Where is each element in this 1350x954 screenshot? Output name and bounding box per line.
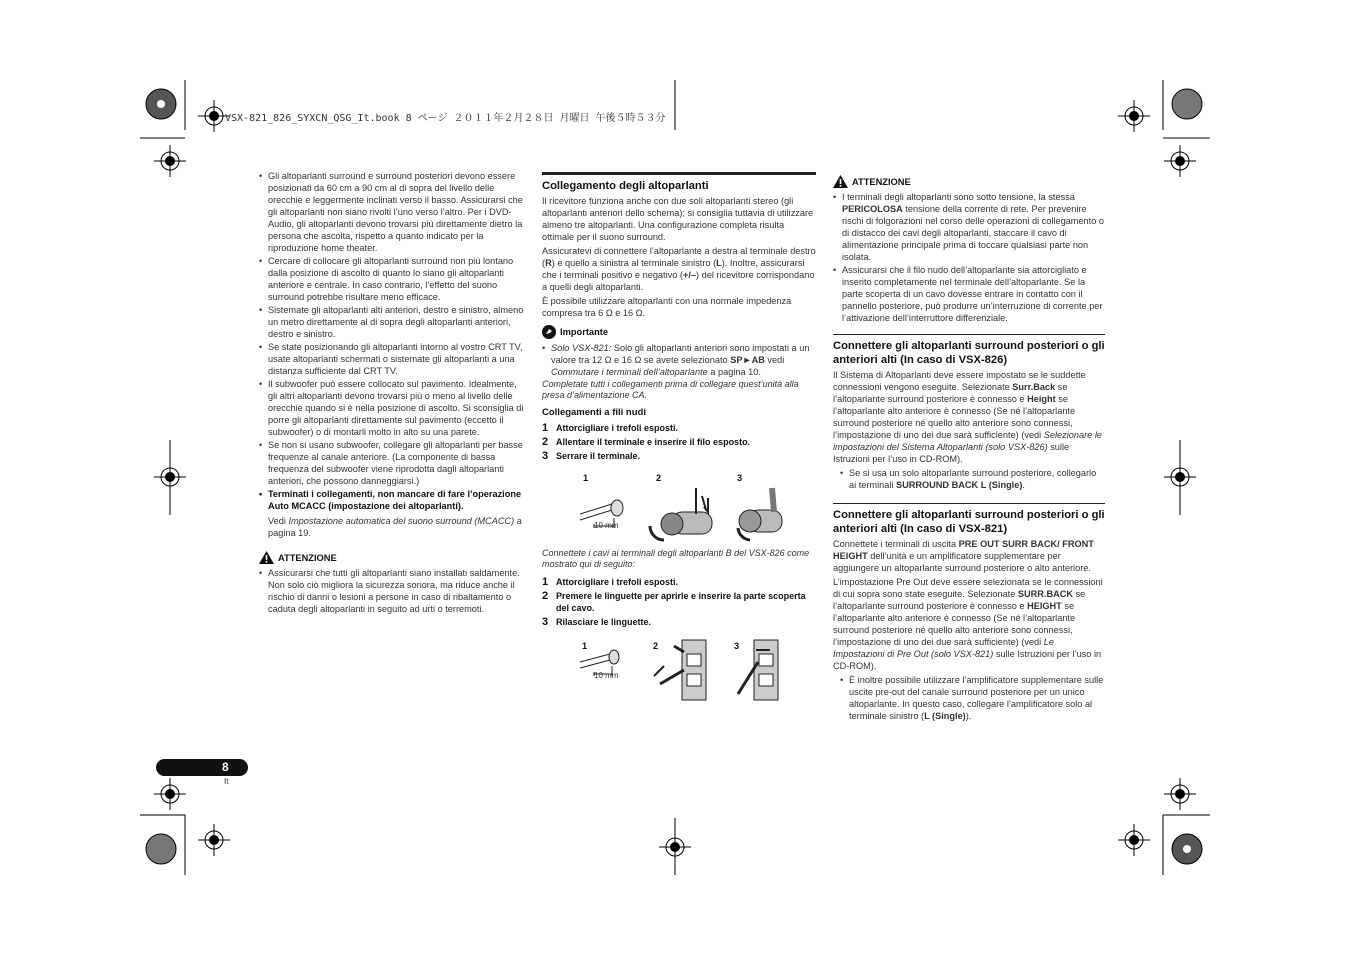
paragraph: È possibile utilizzare altoparlanti con una normale impedenza compresa tra 6 Ω e 16 Ω.: [542, 296, 792, 318]
page-number-badge: [156, 759, 248, 776]
spring-clip-illustration: [542, 632, 816, 704]
list-item: • Sistemate gli altoparlanti alti anteriori, destro e sinistro, almeno un metro direttamente al di sopra degli altoparlanti anteriori, destro e sinistro.: [259, 304, 524, 340]
binding-post-illustration: [542, 466, 816, 544]
list-item: • Gli altoparlanti surround e surround posteriori devono essere posizionati da 60 cm a 90 cm al di sopra del livello delle orecchie e leggermente inclinati verso il basso. Assicurarsi che gli altoparlanti non siano rivolti l’uno verso l’altro. Per i DVD-Audio, gli altoparlanti devono trovarsi più direttamente dietro la persona che ascolta, rispetto a quanto indicato per la riproduzione home theater.: [259, 170, 524, 254]
list-item: • Assicurarsi che il filo nudo dell’altoparlante sia attorcigliato e inserito completamente nel terminale dell’altoparlante. Se la parte scoperta di un cavo dovesse entrare in contatto con il pannello posteriore, può produrre un’interruzione di corrente per l’attivazione dell’interruttore differenziale.: [833, 264, 1105, 324]
paragraph: Il Sistema di Altoparlanti deve essere impostato se le suddette connessioni vengono eseguite. Selezionate Surr.Back se l’altoparlante surround posteriore è connesso e Height se l’altoparlante alto anteriore è connesso (Se né l’altoparlante surround posteriore né quello alto anteriore sono connessi, l’impostazione di uno dei due sarà sufficiente) (vedi Selezionare le impostazioni del Sistema Altoparlanti (solo VSX-826) sulle Istruzioni per l’uso in CD-ROM).: [833, 370, 1102, 464]
warning-heading: ATTENZIONE: [833, 175, 1105, 188]
list-item: • Se si usa un solo altoparlante surround posteriore, collegarlo ai terminali SURROUND BACK L (Single).: [840, 467, 1105, 491]
step: 2 Premere le linguette per aprirle e inserire la parte scoperta del cavo.: [542, 590, 806, 613]
list-item-bold: • Terminati i collegamenti, non mancare di fare l’operazione Auto MCACC (impostazione dei altoparlanti).: [259, 488, 524, 512]
warning-icon: [259, 551, 274, 564]
figure-spring-clip: 1 2 3 10 mm: [542, 632, 816, 704]
column-right: [833, 175, 1105, 723]
figure-caption: Connettete i cavi ai terminali degli altoparlanti B del VSX-826 come mostrato qui di seguito:: [542, 548, 810, 569]
paragraph: Il ricevitore funziona anche con due soli altoparlanti stereo (gli altoparlanti anteriori dello schema); si consiglia tuttavia di utilizzare almeno tre altoparlanti. Una configurazione completa risulta ottimale per il suono surround.: [542, 196, 814, 242]
section-title: Connettere gli altoparlanti surround posteriori o gli anteriori alti (In caso di VSX-821): [833, 509, 1105, 535]
important-text: • Solo VSX-821: Solo gli altoparlanti anteriori sono impostati a un valore tra 12 Ω e 16 Ω se avete selezionato SP►AB vedi Commutare i terminali dell’altoparlante a pagina 10.: [542, 342, 816, 378]
page-number: 8: [222, 760, 229, 774]
step: 3 Rilasciare le linguette.: [542, 616, 652, 628]
list-item: • I terminali degli altoparlanti sono sotto tensione, la stessa PERICOLOSA tensione della corrente di rete. Per prevenire rischi di folgorazioni nel corso delle operazioni di collegamento o di distacco dei cavi degli altoparlanti, staccare il cavo di alimentazione principale prima di toccare qualsiasi parte non isolata.: [833, 191, 1105, 263]
warning-text: • Assicurarsi che tutti gli altoparlanti siano installati saldamente. Non solo ciò migliora la sicurezza sonora, ma riduce anche il rischio di danni o lesioni a persone in caso di ribaltamento o caduta degli altoparlanti in seguito ad urti o terremoti.: [259, 567, 524, 615]
star-target-top-left: [146, 89, 176, 119]
page-language: It: [224, 777, 229, 786]
section-title: Connettere gli altoparlanti surround posteriori o gli anteriori alti (In caso di VSX-826): [833, 340, 1105, 366]
figure-binding-post: 1 2 3 10 mm: [542, 466, 816, 544]
step: 3 Serrare il terminale.: [542, 450, 641, 462]
step: 1 Attorcigliare i trefoli esposti.: [542, 422, 679, 434]
list-item: • Il subwoofer può essere collocato sul pavimento. Idealmente, gli altri altoparlanti devono trovarsi più o meno al livello delle orecchie quando si è nella posizione di ascolto. Si sconsiglia di porre gli altoparlanti direttamente sul pavimento (eccetto il subwoofer) o di montarli molto in alto su una parete.: [259, 378, 524, 438]
star-target-top-right: [1172, 89, 1202, 119]
list-item: • Cercare di collocare gli altoparlanti surround non più lontano dalla posizione di ascolto di quanto lo siano gli altoparlanti anteriore e centrale. In caso contrario, l’effetto del suono surround potrebbe risultare meno efficace.: [259, 255, 524, 303]
warning-icon: [833, 175, 848, 188]
list-item: • È inoltre possibile utilizzare l’amplificatore supplementare sulle uscite pre-out del canale surround posteriore per un unico altoparlante. In questo caso, collegare l’amplificatore solo al terminale sinistro (L (Single)).: [840, 674, 1105, 722]
file-header: VSX-821_826_SYXCN_QSG_It.book 8 ページ ２０１１年２月２８日 月曜日 午後５時５３分: [225, 113, 666, 124]
paragraph: Assicuratevi di connettere l’altoparlante a destra al terminale destro (R) e quello a sinistra al terminale sinistro (L). Inoltre, assicurarsi che i terminali positivo e negativo (+/–) del ricevitore corrispondano a quelli degli altoparlanti.: [542, 246, 816, 292]
section-title: Collegamento degli altoparlanti: [542, 180, 709, 192]
subheading: Collegamenti a fili nudi: [542, 407, 646, 418]
important-note: Completate tutti i collegamenti prima di collegare quest’unità alla presa d’alimentazione CA.: [542, 379, 799, 400]
warning-heading: ATTENZIONE: [259, 551, 524, 564]
paragraph: Connettete i terminali di uscita PRE OUT SURR BACK/ FRONT HEIGHT dell’unità e un amplificatore supplementare per aggiungere un altoparlante surround posteriore o alto anteriore.: [833, 539, 1094, 573]
star-target-bottom-left: [146, 834, 176, 864]
paragraph: L’impostazione Pre Out deve essere selezionata se le connessioni di cui sopra sono state eseguite. Selezionate SURR.BACK se l’altoparlante surround posteriore è connesso e HEIGHT se l’altoparlante alto anteriore è connesso (Se né l’altoparlante surround posteriore né quello alto anteriore sono connessi, l’impostazione di uno dei due sarà sufficiente) (vedi Le Impostazioni di Pre Out (solo VSX-821) sulle Istruzioni per l’uso in CD-ROM).: [833, 577, 1103, 671]
column-left: [259, 170, 524, 616]
important-heading: Importante: [542, 325, 816, 339]
column-middle: [542, 172, 816, 704]
star-target-bottom-right: [1172, 834, 1202, 864]
see-reference: Vedi Impostazione automatica del suono surround (MCACC) a pagina 19.: [268, 516, 522, 538]
important-icon: [542, 325, 556, 339]
step: 1 Attorcigliare i trefoli esposti.: [542, 576, 679, 588]
list-item: • Se non si usano subwoofer, collegare gli altoparlanti per basse frequenze al canale anteriore. (La componente di bassa frequenza del subwoofer viene riprodotta dagli altoparlanti anteriori, che possono danneggiarsi.): [259, 439, 524, 487]
step: 2 Allentare il terminale e inserire il filo esposto.: [542, 436, 751, 448]
list-item: • Se state posizionando gli altoparlanti intorno al vostro CRT TV, usate altoparlanti schermati o sistemate gli altoparlanti a una distanza sufficiente dal CRT TV.: [259, 341, 524, 377]
